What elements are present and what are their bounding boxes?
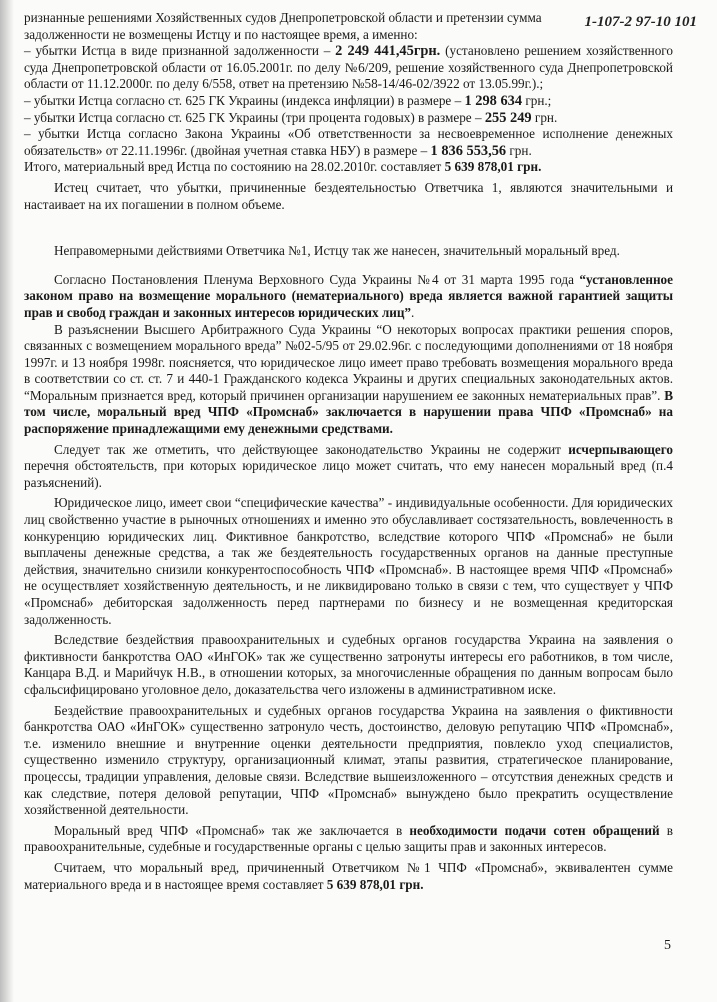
damage-amount: 1 836 553,56 bbox=[430, 142, 507, 159]
damage-amount: 1 298 634 bbox=[464, 92, 523, 109]
paragraph-appeals: Моральный вред ЧПФ «Промснаб» так же заключается в необходимости подачи сотен обращений в правоохранительные, судебные и государственные органы с целью защиты прав и законных интересов. bbox=[24, 822, 673, 855]
paragraph-plenum: Согласно Постановления Пленума Верховного Суда Украины №4 от 31 марта 1995 года “установленное законом право на возмещение морального (нематериального) вреда является важной гарантией защиты прав и свобод граждан и законных интересов юридических лиц”. bbox=[24, 271, 673, 320]
intro-line-2: задолженности не возмещены Истцу и по настоящее время, а именно: bbox=[24, 26, 418, 42]
page-number: 5 bbox=[664, 938, 671, 953]
damage-amount: 255 249 bbox=[484, 109, 532, 126]
total-amount: 5 639 878,01 грн. bbox=[444, 159, 542, 175]
paragraph-legal-entity: Юридическое лицо, имеет свои “специфические качества” - индивидуальные особенности. Для юридических лиц свойственно участие в рыночных отношениях и именно это обуславливает состязательность, вовлеченность в конкуренцию юридических лиц. Фиктивное банкротство, вследствие которого ЧПФ «Промснаб» не были выплачены денежные средства, а так же бездеятельность государственных органов на данные преступные действия, значительно снизили конкурентоспособность ЧПФ «Промснаб». В настоящее время ЧПФ «Промснаб» не осуществляет хозяйственную деятельность, и не ликвидировано только в связи с тем, что существует у ЧПФ «Промснаб» дебиторская задолженность перед партнерами по бизнесу и не возмещенная кредиторская задолженность. bbox=[24, 495, 673, 627]
total-line: Итого, материальный вред Истца по состоянию на 28.02.2010г. составляет 5 639 878,01 грн. bbox=[24, 159, 542, 175]
damage-item: – убытки Истца согласно ст. 625 ГК Украины (три процента годовых) в размере – 255 249 грн. bbox=[24, 109, 558, 126]
damage-item: – убытки Истца согласно ст. 625 ГК Украины (индекса инфляции) в размере – 1 298 634 грн.; bbox=[24, 92, 552, 109]
document-stamp: 1-107-2 97-10 101 bbox=[584, 14, 697, 30]
paragraph-conclusion: Считаем, что моральный вред, причиненный Ответчиком №1 ЧПФ «Промснаб», эквивалентен сумме материального вреда и в настоящее время составляет 5 639 878,01 грн. bbox=[24, 859, 673, 892]
paragraph-arbitration: В разъяснении Высшего Арбитражного Суда Украины “О некоторых вопросах практики решения споров, связанных с возмещением морального вреда” №02-5/95 от 29.02.96г. с последующими дополнениями от 18 ноября 1997г. и 13 ноября 1998г. поясняется, что юридическое лицо имеет право требовать возмещения морального вреда в соответствии со ст. ст. 7 и 440-1 Гражданского кодекса Украины и других специальных законодательных актов. “Моральным признается вред, который причинен организации нарушением ее законных нематериальных прав”. В том числе, моральный вред ЧПФ «Промснаб» заключается в нарушении права ЧПФ «Промснаб» на распоряжение принадлежащими ему денежными средствами. bbox=[24, 321, 673, 437]
paragraph-claim: Истец считает, что убытки, причиненные бездеятельностью Ответчика 1, являются значительными и настаивает на их погашении в полном объеме. bbox=[24, 179, 673, 212]
paragraph-moral-harm: Неправомерными действиями Ответчика №1, Истцу так же нанесен, значительный моральный вред. bbox=[54, 243, 620, 259]
paragraph-employees: Вследствие бездействия правоохранительных и судебных органов государства Украина на заявления о фиктивности банкротства ОАО «ИнГОК» так же существенно затронуты интересы его работников, в том числе, Канцара В.Д. и Марийчук Н.В., в отношении которых, за многочисленные обращения по данным вопросам было сфальсифицировано уголовное дело, доказательства чего изложены в административном иске. bbox=[24, 632, 673, 697]
damage-amount: 2 249 441,45грн. bbox=[335, 43, 441, 60]
damages-list bbox=[24, 43, 673, 159]
scan-edge-shadow bbox=[0, 0, 14, 1002]
paragraph-legislation: Следует так же отметить, что действующее законодательство Украины не содержит исчерпывающего перечня обстоятельств, при которых юридическое лицо может считать, что ему нанесен моральный вред (п.4 разъяснений). bbox=[24, 441, 673, 490]
paragraph-reputation: Бездействие правоохранительных и судебных органов государства Украина на заявления о фиктивности банкротства ОАО «ИнГОК» существенно затронуло честь, достоинство, деловую репутацию ЧПФ «Промснаб», т.е. изменило внешние и внутренние оценки деятельности предприятия, повлекло уход специалистов, существенно изменило структуру, организационный климат, этапы развития, стратегическое планирование, процессы, традиции управления, деловые связи. Вследствие вышеизложенного – отсутствия денежных средств и как следствие, потеря деловой репутации, ЧПФ «Промснаб» вынуждено было прекратить осуществление хозяйственной деятельности. bbox=[24, 702, 673, 818]
damage-item: – убытки Истца в виде признанной задолженности – 2 249 441,45грн. (установлено решением хозяйственного суда Днепропетровской области от 16.05.2001г. по делу №6/209, решение хозяйственного суда Днепропетровской области от 11.12.2000г. по делу 6/558, ответ на претензию №58-14/46-02/3922 от 13.05.99г.).; bbox=[24, 43, 673, 92]
damage-item: – убытки Истца согласно Закона Украины «Об ответственности за несвоевременное исполнение денежных обязательств» от 22.11.1996г. (двойная учетная ставка НБУ) в размере – 1 836 553,56 грн. bbox=[24, 126, 673, 159]
intro-line-1: ризнанные решениями Хозяйственных судов Днепропетровской области и претензии сумма bbox=[24, 10, 542, 25]
